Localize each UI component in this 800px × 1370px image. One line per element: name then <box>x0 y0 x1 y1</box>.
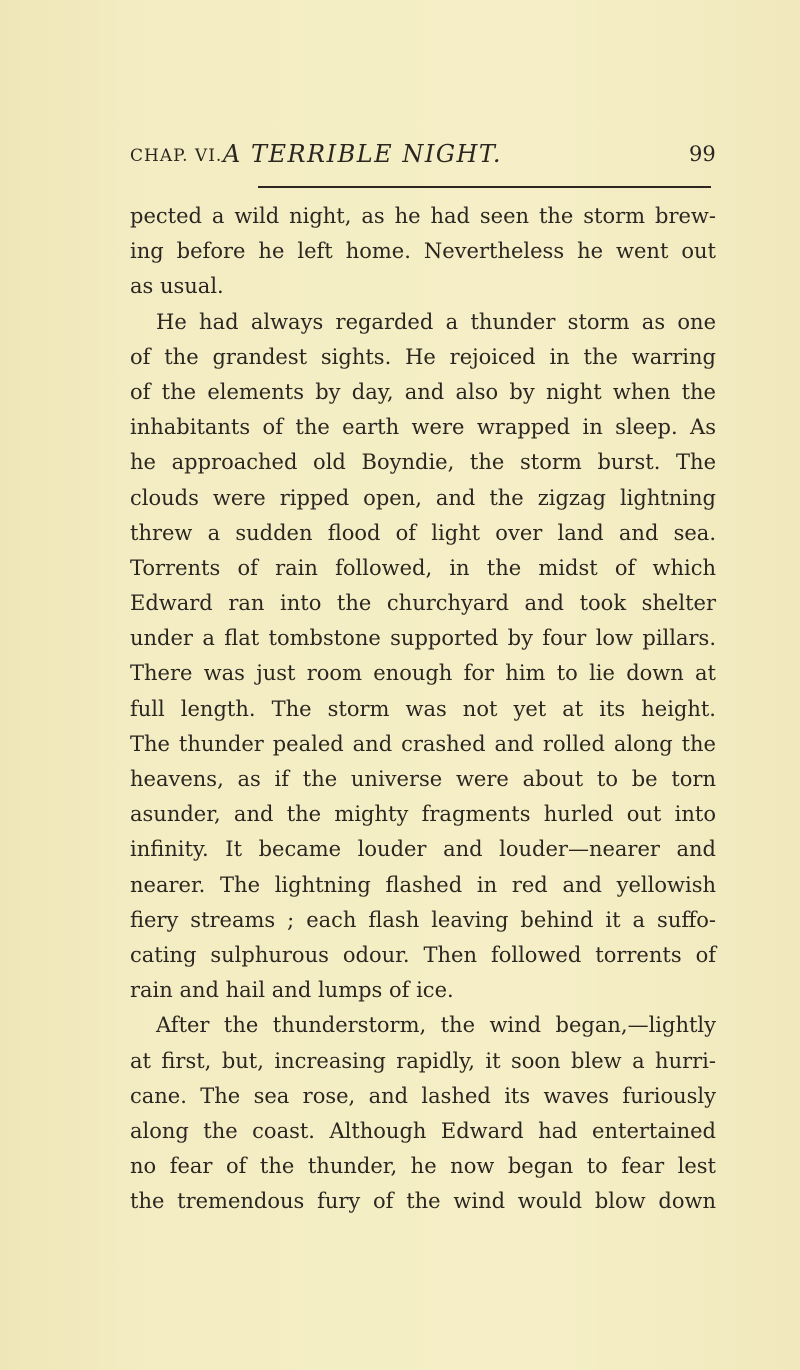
text-line: as usual. <box>130 274 224 299</box>
text-line: cating sulphurous odour. Then followed torrents of <box>130 942 716 967</box>
chapter-title: A TERRIBLE NIGHT. <box>223 140 503 168</box>
text-line: he approached old Boyndie, the storm burst. The <box>130 450 716 475</box>
text-line: ing before he left home. Nevertheless he went out <box>130 239 716 264</box>
text-line: of the grandest sights. He rejoiced in the warring <box>130 344 716 369</box>
text-line: the tremendous fury of the wind would blow down <box>130 1189 716 1214</box>
text-line: no fear of the thunder, he now began to fear lest <box>130 1154 716 1179</box>
running-header <box>0 140 800 180</box>
text-line: heavens, as if the universe were about to be torn <box>130 767 716 791</box>
text-line: Edward ran into the churchyard and took shelter <box>130 591 716 616</box>
text-line: full length. The storm was not yet at its height. <box>130 696 716 721</box>
text-line: fiery streams ; each flash leaving behind it a suffo- <box>130 907 716 932</box>
header-rule <box>258 186 711 188</box>
text-line: The thunder pealed and crashed and rolled along the <box>130 731 716 756</box>
text-line: Torrents of rain followed, in the midst of which <box>130 555 716 580</box>
text-line: nearer. The lightning flashed in red and yellowish <box>130 872 716 897</box>
text-line: There was just room enough for him to lie down at <box>130 661 716 686</box>
chapter-label: CHAP. VI. <box>130 146 223 166</box>
text-line: pected a wild night, as he had seen the storm brew- <box>130 204 716 228</box>
text-line: threw a sudden flood of light over land and sea. <box>130 520 716 545</box>
body-text <box>130 199 716 1219</box>
text-line: inhabitants of the earth were wrapped in sleep. As <box>130 415 716 440</box>
text-line: After the thunderstorm, the wind began,—lightly <box>156 1013 716 1038</box>
text-line: along the coast. Although Edward had entertained <box>130 1118 716 1143</box>
text-line: under a flat tombstone supported by four low pillars. <box>130 626 716 651</box>
text-line: clouds were ripped open, and the zigzag lightning <box>130 485 716 510</box>
text-line: of the elements by day, and also by night when the <box>130 379 716 404</box>
text-line: asunder, and the mighty fragments hurled out into <box>130 802 716 827</box>
text-line: cane. The sea rose, and lashed its waves furiously <box>130 1083 716 1108</box>
text-line: rain and hail and lumps of ice. <box>130 978 454 1003</box>
text-line: at first, but, increasing rapidly, it soon blew a hurri- <box>130 1048 716 1073</box>
text-line: He had always regarded a thunder storm as one <box>156 309 716 334</box>
page-number: 99 <box>689 142 716 166</box>
text-line: infinity. It became louder and louder—nearer and <box>130 837 716 862</box>
